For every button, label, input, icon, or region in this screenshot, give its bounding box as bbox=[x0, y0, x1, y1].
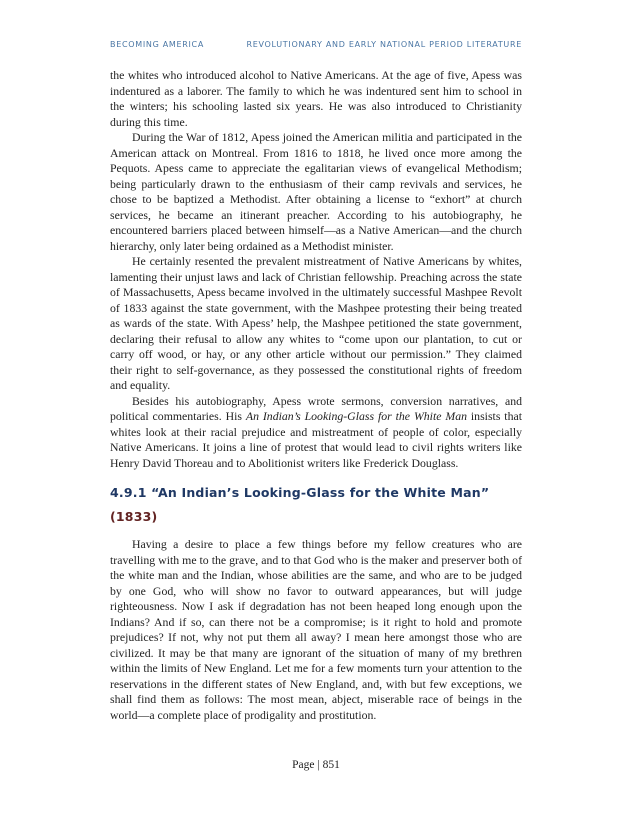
paragraph bbox=[110, 68, 522, 130]
section-year: (1833) bbox=[110, 509, 158, 524]
page-number: Page | 851 bbox=[292, 759, 340, 771]
text-run: Besides his autobiography, Apess wrote sermons, conversion narratives, and political commentaries. His bbox=[110, 393, 522, 423]
text-run: the whites who introduced alcohol to Native Americans. At the age of five, Apess was indentured as a laborer. The family to which he was indentured sent him to school in the winters; his schooling lasted six years. He was also introduced to Christianity during this time. bbox=[110, 68, 522, 129]
paragraph bbox=[110, 394, 522, 472]
italic-title-text: An Indian’s Looking-Glass for the White Man bbox=[245, 409, 467, 423]
paragraph bbox=[110, 537, 522, 723]
text-run: He certainly resented the prevalent mistreatment of Native Americans by whites, lamenting their unjust laws and lack of Christian fellowship. Preaching across the state of Massachusetts, Apess became involved in the ultimately successful Mashpee Revolt of 1833 against the state government, with the Mashpee protesting their being treated as wards of the state. With Apess’ help, the Mashpee petitioned the state government, declaring their refusal to allow any whites to “come upon our plantation, to cut or carry off wood, or hay, or any other article without our permission.” They claimed their right to self-governance, as they possessed the constitutional rights of freedom and equality. bbox=[110, 254, 522, 392]
text-run: During the War of 1812, Apess joined the American militia and participated in the American attack on Montreal. From 1816 to 1818, he lived once more among the Pequots. Apess came to appreciate the egalitarian views of evangelical Methodism; being particularly drawn to the enthusiasm of their camp revivals and services, he chose to be baptized a Methodist. After obtaining a license to “exhort” at church services, he became an itinerant preacher. According to his autobiography, he encountered barriers placed between himself—as a Native American—and the church hierarchy, only later being ordained as a Methodist minister. bbox=[110, 130, 522, 253]
page-body bbox=[110, 68, 522, 723]
section-heading: 4.9.1 “An Indian’s Looking-Glass for the White Man” bbox=[110, 485, 490, 500]
paragraph bbox=[110, 130, 522, 254]
text-run: Having a desire to place a few things before my fellow creatures who are travelling with me to the grave, and to that God who is the maker and preserver both of the white man and the Indian, whose abilities are the same, and who are to be judged by one God, who will show no favor to outward appearances, but will judge righteousness. Now I ask if degradation has not been heaped long enough upon the Indians? And if so, can there not be a compromise; is it right to hold and promote prejudices? If not, why not put them all away? I mean here amongst those who are civilized. It may be that many are ignorant of the situation of many of my brethren within the limits of New England. Let me for a few moments turn your attention to the reservations in the different states of New England, and, with but few exceptions, we shall find them as follows: The most mean, abject, miserable race of beings in the world—a complete place of prodigality and prostitution. bbox=[110, 537, 522, 722]
running-header-chapter-title: REVOLUTIONARY AND EARLY NATIONAL PERIOD LITERATURE bbox=[246, 40, 522, 49]
paragraph bbox=[110, 254, 522, 394]
running-header bbox=[110, 40, 522, 49]
running-header-book-title: BECOMING AMERICA bbox=[110, 40, 205, 49]
excerpt-section bbox=[110, 537, 522, 723]
intro-section bbox=[110, 68, 522, 471]
text-run: insists that whites look at their racial prejudice and mistreatment of people of color, especially Native Americans. It joins a line of protest that would lead to civil rights writers like Henry David Thoreau and to Abolitionist writers like Frederick Douglass. bbox=[110, 409, 523, 470]
